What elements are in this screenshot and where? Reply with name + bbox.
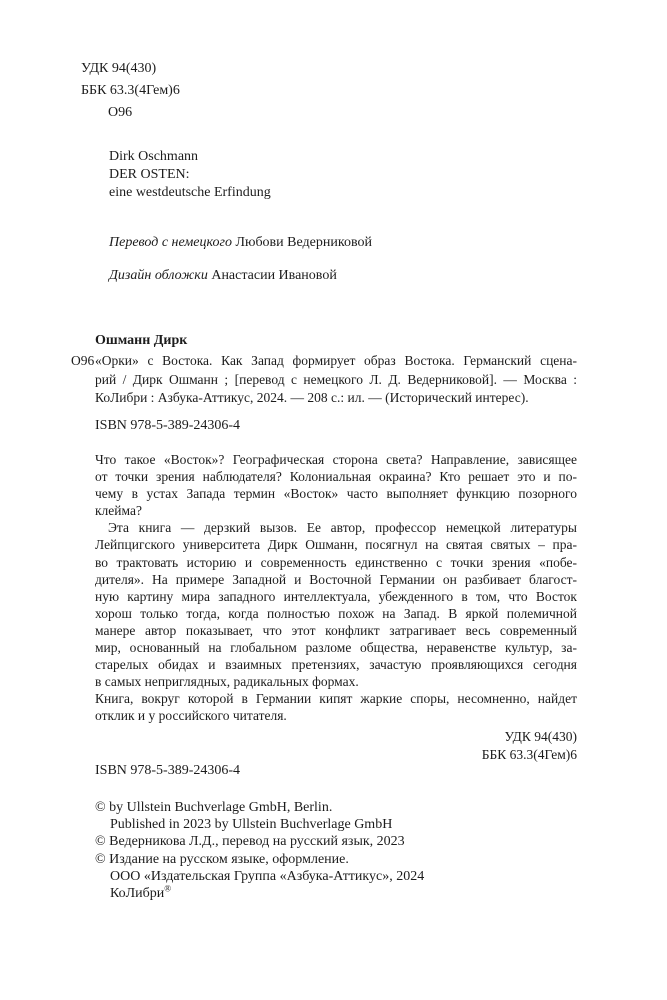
udk-number: УДК 94(430) [81, 61, 157, 76]
udc-classification-block [81, 58, 180, 124]
cover-design-credit [109, 267, 337, 284]
annotation-block [95, 451, 577, 725]
publisher-brand: КоЛибри [110, 886, 165, 902]
author-sign-code: О96 [108, 105, 133, 120]
copyright-block [95, 799, 424, 902]
bbk-number-right: ББК 63.3(4Гем)6 [481, 747, 577, 762]
designer-name: Анастасии Ивановой [211, 268, 337, 283]
copyright-line: © Ведерникова Л.Д., перевод на русский язык, 2023 [95, 834, 405, 850]
annotation-line: Эта книга — дерзкий вызов. Ее автор, профессор немецкой литературы [108, 520, 577, 536]
isbn-bottom: ISBN 978-5-389-24306-4 [95, 763, 241, 778]
copyright-line: © by Ullstein Buchverlage GmbH, Berlin. [95, 800, 333, 815]
copyright-line: © Издание на русском языке, оформление. [95, 851, 349, 867]
registered-trademark-symbol: ® [164, 883, 172, 894]
catalog-author-heading: Ошманн Дирк [95, 333, 188, 348]
translation-label: Перевод с немецкого [109, 235, 232, 250]
catalog-entry-line: КоЛибри : Азбука-Аттикус, 2024. — 208 с.: ил. — (Исторический интерес). [95, 390, 529, 405]
isbn-top: ISBN 978-5-389-24306-4 [95, 418, 241, 433]
translation-credit [109, 234, 372, 251]
publisher-brand-line [95, 885, 424, 902]
copyright-line: Published in 2023 by Ullstein Buchverlage GmbH [110, 817, 393, 833]
original-author: Dirk Oschmann [109, 149, 199, 164]
catalog-entry [71, 352, 577, 408]
design-label: Дизайн обложки [109, 268, 208, 283]
original-title-block [109, 148, 271, 202]
annotation-line: старелых обидах и взаимных претензиях, зачастую проявляющихся сегодня [95, 657, 577, 673]
annotation-line: клейма? [95, 503, 142, 519]
annotation-line: ную картину мира западного интеллектуала, убежденного в том, что Восток [95, 588, 577, 604]
annotation-line: хорош только тогда, когда полностью похож на Запад. В яркой полемичной [95, 605, 577, 621]
annotation-line: отклик и у российского читателя. [95, 708, 287, 724]
annotation-line: дителя». На примере Западной и Восточной Германии он разбивает благост- [95, 571, 577, 587]
original-subtitle: eine westdeutsche Erfindung [109, 185, 271, 200]
annotation-line: чему в устах Запада термин «Восток» часто выполняет функцию позорного [95, 486, 577, 502]
bbk-number: ББК 63.3(4Гем)6 [81, 83, 180, 98]
udc-classification-right [95, 728, 577, 764]
annotation-line: Лейпцигского университета Дирк Ошманн, посягнул на святая святых – пра- [95, 537, 577, 553]
annotation-line: от точки зрения наблюдателя? Колониальная окраина? Кто решает это и по- [95, 469, 577, 485]
catalog-entry-code: О96 [71, 353, 95, 368]
translator-name: Любови Ведерниковой [235, 235, 372, 250]
udk-number-right: УДК 94(430) [504, 729, 577, 744]
annotation-line: манере автор показывает, что этот конфликт затрагивает весь современный [95, 622, 577, 638]
copyright-line: ООО «Издательская Группа «Азбука-Аттикус», 2024 [110, 868, 425, 884]
annotation-line: во трактовать историю и современность единственно с точки зрения «побе- [95, 554, 577, 570]
annotation-line: мир, основанный на глобальном разломе общества, неравенстве культур, за- [95, 640, 577, 656]
annotation-line: Книга, вокруг которой в Германии кипят жаркие споры, несомненно, найдет [95, 691, 577, 707]
annotation-line: в самых неприглядных, радикальных формах. [95, 674, 359, 690]
catalog-entry-line: рий / Дирк Ошманн ; [перевод с немецкого Л. Д. Ведерниковой]. — Москва : [95, 371, 577, 387]
original-title: DER OSTEN: [109, 167, 190, 182]
annotation-line: Что такое «Восток»? Географическая сторона света? Направление, зависящее [95, 452, 577, 467]
catalog-entry-line: О96 «Орки» с Востока. Как Запад формирует образ Востока. Германский сцена- [95, 352, 577, 371]
